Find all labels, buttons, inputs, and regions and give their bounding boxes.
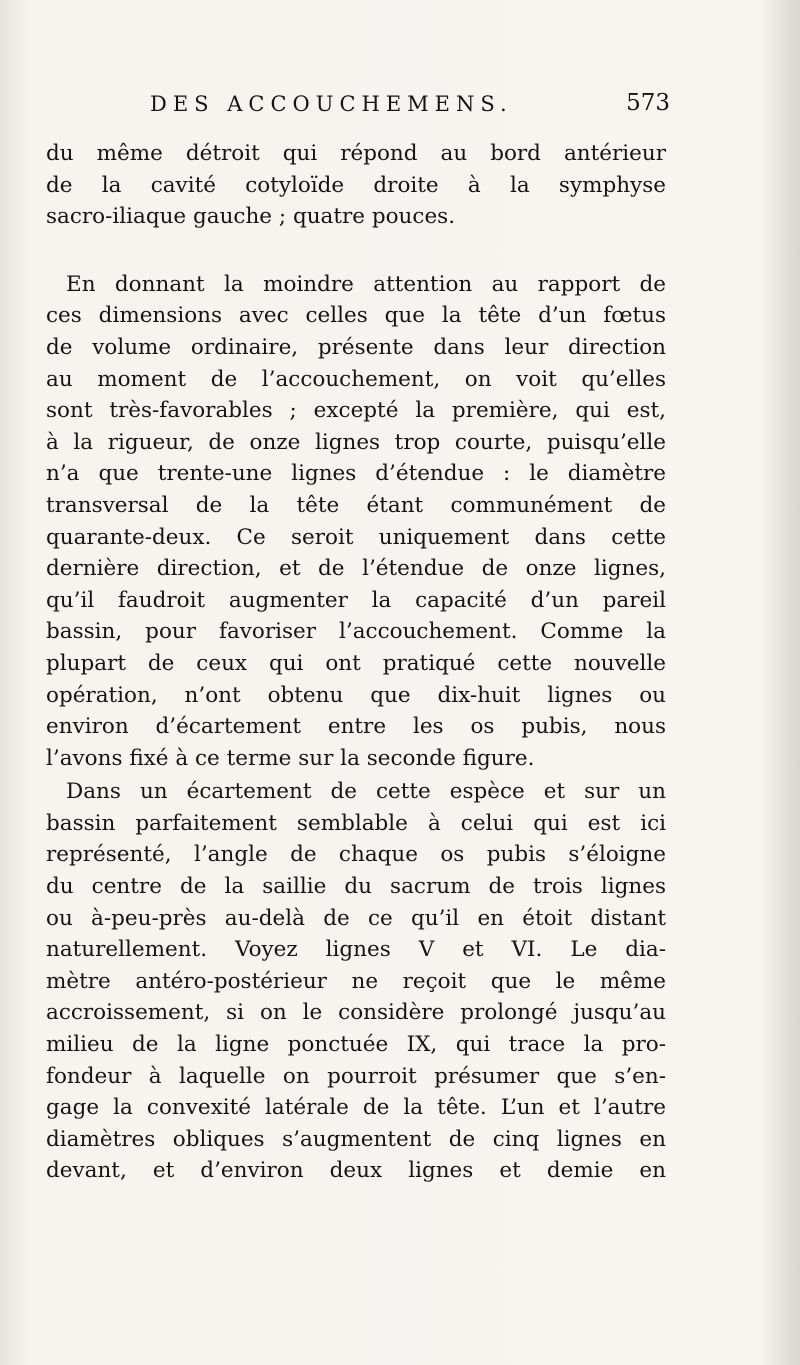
body-text <box>46 138 666 1187</box>
text-line: représenté, l’angle de chaque os pubis s’éloigne <box>46 842 666 868</box>
text-line: quarante-deux. Ce seroit uniquement dans cette <box>46 524 666 550</box>
page-number: 573 <box>626 90 670 116</box>
text-line: dernière direction, et de l’étendue de onze lignes, <box>46 556 666 582</box>
text-line: de la cavité cotyloïde droite à la symphyse <box>46 172 666 198</box>
text-line: plupart de ceux qui ont pratiqué cette nouvelle <box>46 650 666 676</box>
paragraph <box>46 776 666 1187</box>
text-line: opération, n’ont obtenu que dix-huit lignes ou <box>46 682 666 708</box>
text-line: milieu de la ligne ponctuée IX, qui trace la pro- <box>46 1032 666 1058</box>
text-line: qu’il faudroit augmenter la capacité d’un pareil <box>46 587 666 613</box>
text-line: naturellement. Voyez lignes V et VI. Le dia- <box>46 937 666 963</box>
text-line: ou à-peu-près au-delà de ce qu’il en étoit distant <box>46 905 666 931</box>
text-line: du même détroit qui répond au bord antérieur <box>46 141 666 166</box>
text-line: En donnant la moindre attention au rapport de <box>66 271 666 297</box>
paragraph-continuation <box>46 138 666 233</box>
text-line: mètre antéro-postérieur ne reçoit que le même <box>46 968 666 994</box>
text-line: diamètres obliques s’augmentent de cinq lignes en <box>46 1126 666 1152</box>
paragraph-gap <box>46 233 666 269</box>
text-line: de volume ordinaire, présente dans leur direction <box>46 334 666 360</box>
page-header <box>150 88 670 128</box>
text-line: ces dimensions avec celles que la tête d’un fœtus <box>46 303 666 329</box>
text-line: bassin parfaitement semblable à celui qui est ici <box>46 810 666 836</box>
text-line: sont très-favorables ; excepté la première, qui est, <box>46 398 666 424</box>
text-line: l’avons fixé à ce terme sur la seconde figure. <box>46 745 535 771</box>
text-line: environ d’écartement entre les os pubis, nous <box>46 714 666 740</box>
running-head: DES ACCOUCHEMENS. <box>150 92 513 116</box>
text-line: Dans un écartement de cette espèce et sur un <box>66 779 666 805</box>
paragraph <box>46 269 666 775</box>
text-line: n’a que trente-une lignes d’étendue : le diamètre <box>46 461 666 487</box>
text-line: au moment de l’accouchement, on voit qu’elles <box>46 366 666 392</box>
text-line: sacro-iliaque gauche ; quatre pouces. <box>46 204 456 230</box>
text-line: du centre de la saillie du sacrum de trois lignes <box>46 874 666 900</box>
text-line: gage la convexité latérale de la tête. L’un et l’autre <box>46 1095 666 1121</box>
text-line: accroissement, si on le considère prolongé jusqu’au <box>46 1000 666 1026</box>
text-line: bassin, pour favoriser l’accouchement. Comme la <box>46 619 666 645</box>
text-line: à la rigueur, de onze lignes trop courte, puisqu’elle <box>46 429 666 455</box>
text-line: fondeur à laquelle on pourroit présumer que s’en- <box>46 1063 666 1089</box>
text-line: devant, et d’environ deux lignes et demie en <box>46 1158 666 1184</box>
text-line: transversal de la tête étant communément de <box>46 492 666 518</box>
